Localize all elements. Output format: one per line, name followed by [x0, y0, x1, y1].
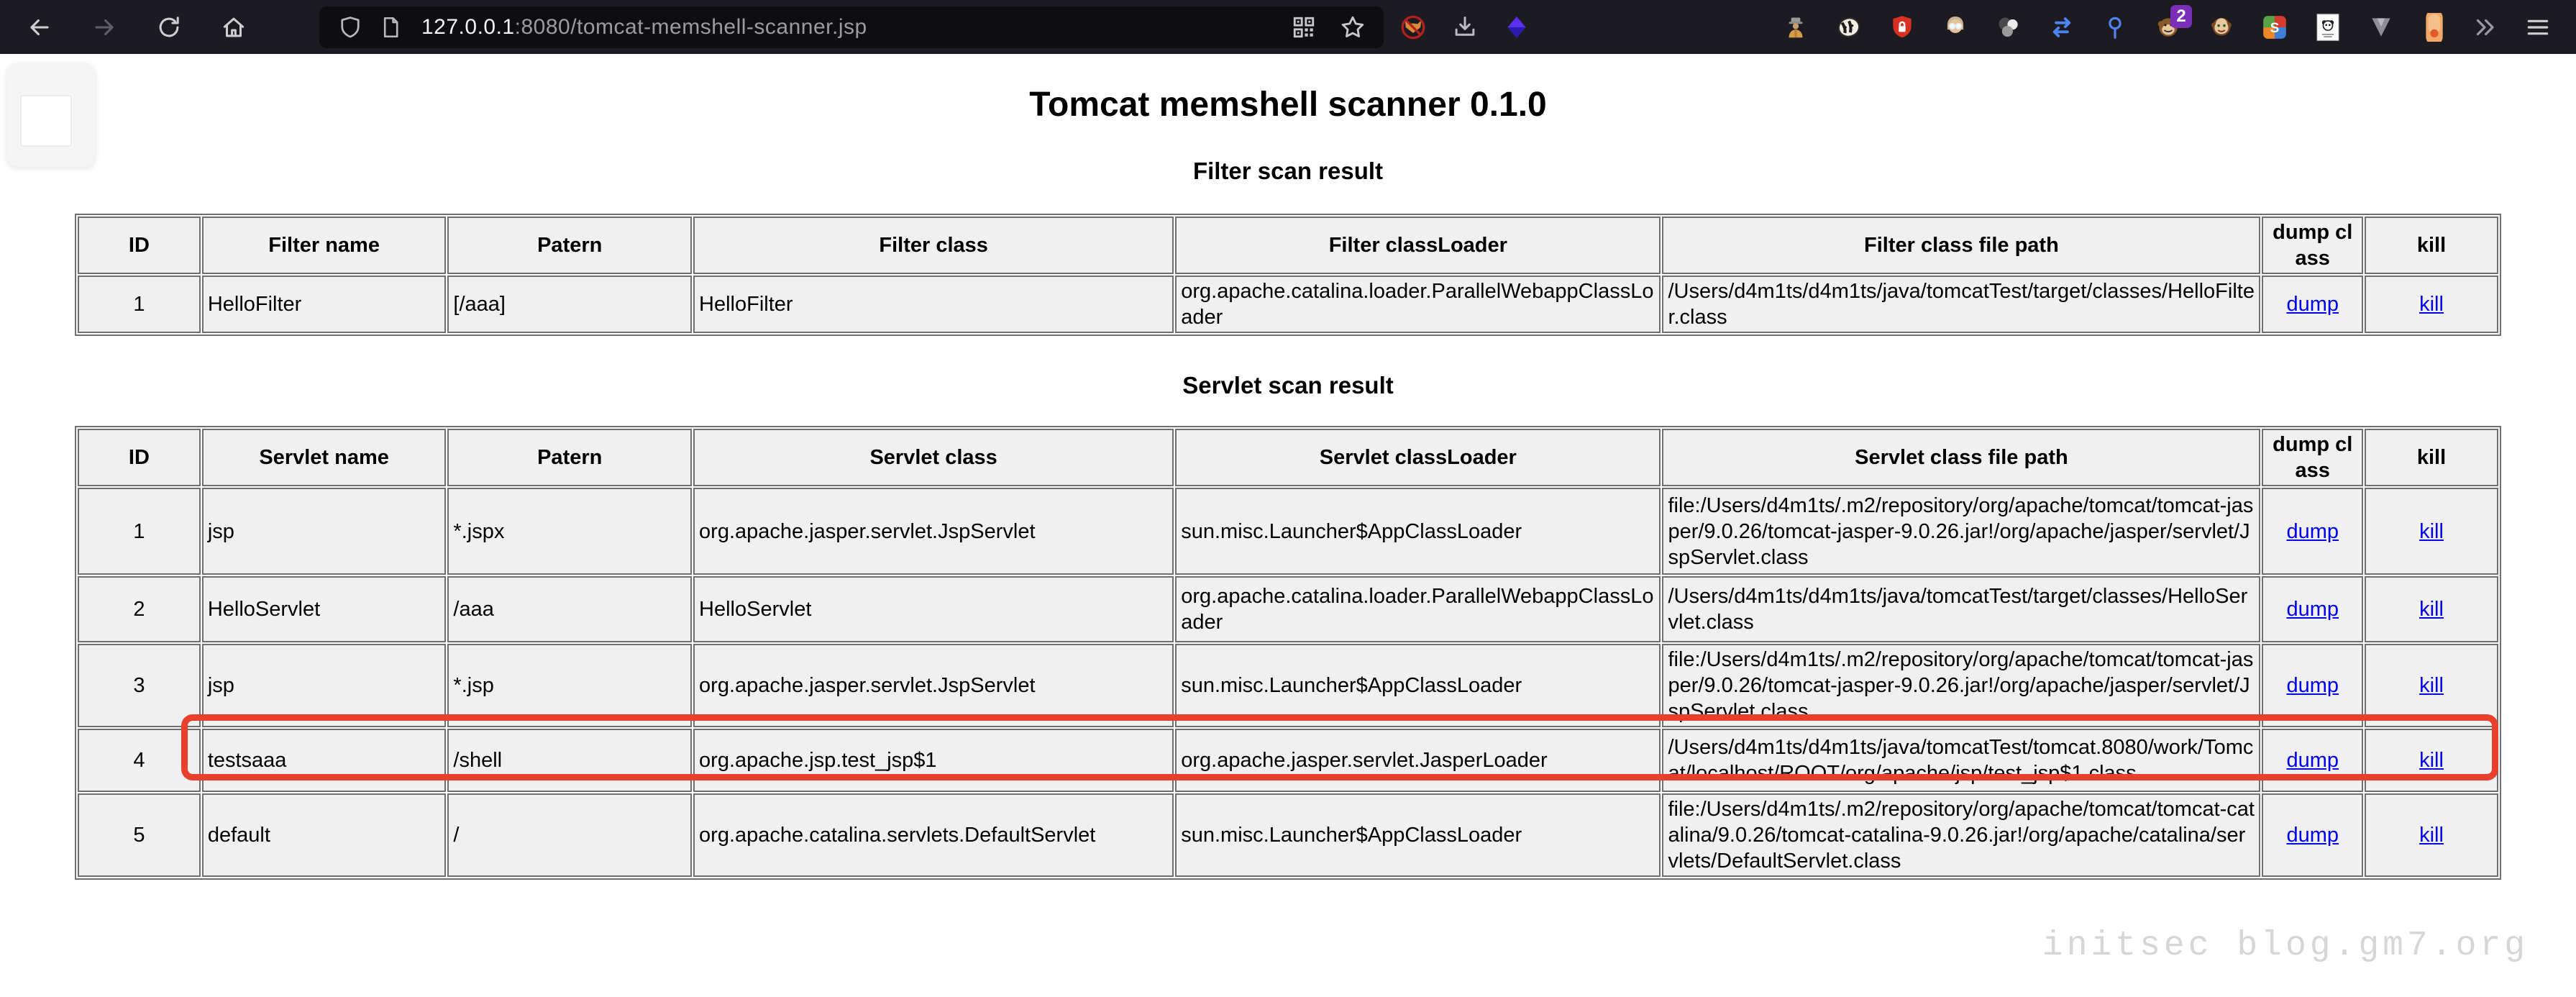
cell-id: 3: [78, 644, 201, 727]
forward-icon[interactable]: [91, 14, 118, 41]
cell-servlet-class: HelloServlet: [693, 576, 1174, 642]
table-row: [78, 793, 2498, 877]
cell-patern: [/aaa]: [447, 276, 692, 333]
monkey-badge-icon[interactable]: [2155, 6, 2186, 41]
servlet-section-heading: Servlet scan result: [1182, 372, 1394, 399]
cell-servlet-name: jsp: [202, 644, 447, 727]
col-header-servlet-class-file-path: Servlet class file path: [1662, 429, 2260, 486]
filter-scan-table: [75, 214, 2501, 336]
url-text[interactable]: [421, 15, 867, 40]
cell-id: 1: [78, 276, 201, 333]
floating-widget-swatch: [20, 95, 72, 147]
cell-filter-name: HelloFilter: [202, 276, 447, 333]
cell-servlet-classloader: sun.misc.Launcher$AppClassLoader: [1175, 488, 1661, 575]
download-icon[interactable]: [1451, 14, 1479, 41]
table-header-row: [78, 217, 2498, 274]
detective-icon[interactable]: [1782, 14, 1809, 41]
sync-arrows-icon[interactable]: [2048, 14, 2075, 41]
cell-servlet-name: testsaaa: [202, 729, 447, 792]
spheres-icon[interactable]: [1995, 14, 2022, 41]
col-header-servlet-class: Servlet class: [693, 429, 1174, 486]
col-header-servlet-name: Servlet name: [202, 429, 447, 486]
col-header-dump-class: dump class: [2262, 217, 2363, 274]
col-header-patern: Patern: [447, 217, 692, 274]
cell-patern: /aaa: [447, 576, 692, 642]
col-header-kill: kill: [2365, 429, 2498, 486]
cell-servlet-class-file-path: file:/Users/d4m1ts/.m2/repository/org/apache/tomcat/tomcat-jasper/9.0.26/tomcat-jasper-9.0.26.jar!/org/apache/jasper/servlet/JspServlet.class: [1662, 488, 2260, 575]
home-icon[interactable]: [220, 14, 247, 41]
cell-patern: /shell: [447, 729, 692, 792]
dump-link[interactable]: dump: [2286, 519, 2339, 543]
col-header-id: ID: [78, 429, 201, 486]
cell-servlet-classloader: sun.misc.Launcher$AppClassLoader: [1175, 644, 1661, 727]
cell-id: 4: [78, 729, 201, 792]
col-header-servlet-classloader: Servlet classLoader: [1175, 429, 1661, 486]
dump-link[interactable]: dump: [2286, 598, 2339, 621]
kill-link[interactable]: kill: [2419, 293, 2444, 316]
reload-icon[interactable]: [155, 14, 183, 41]
col-header-filter-name: Filter name: [202, 217, 447, 274]
cell-servlet-classloader: org.apache.jasper.servlet.JasperLoader: [1175, 729, 1661, 792]
page-icon[interactable]: [377, 14, 404, 41]
diamond-icon[interactable]: [1503, 14, 1530, 41]
shield-icon[interactable]: [337, 14, 364, 41]
cell-id: 5: [78, 793, 201, 877]
bookmark-star-icon[interactable]: [1339, 14, 1366, 41]
table-row: [78, 276, 2498, 333]
filter-section-heading: Filter scan result: [1192, 158, 1384, 184]
cell-servlet-classloader: org.apache.catalina.loader.ParallelWebappClassLoader: [1175, 576, 1661, 642]
urlbar-adjacent-icons: [1399, 14, 1530, 41]
table-row: [78, 644, 2498, 727]
badger-icon[interactable]: [1835, 14, 1863, 41]
back-icon[interactable]: [26, 14, 53, 41]
fox-blocked-icon[interactable]: [1399, 14, 1427, 41]
cell-servlet-class-file-path: /Users/d4m1ts/d4m1ts/java/tomcatTest/tomcat.8080/work/Tomcat/localhost/ROOT/org/apache/jsp/test_jsp$1.class: [1662, 729, 2260, 792]
cell-id: 1: [78, 488, 201, 575]
kill-link[interactable]: kill: [2419, 519, 2444, 543]
extension-icons: [1782, 6, 2448, 41]
cell-servlet-name: HelloServlet: [202, 576, 447, 642]
svg-text:S: S: [2270, 20, 2280, 36]
cell-filter-classloader: org.apache.catalina.loader.ParallelWebappClassLoader: [1175, 276, 1661, 333]
table-row: [78, 488, 2498, 575]
cell-patern: /: [447, 793, 692, 877]
v-letter-icon[interactable]: [2367, 14, 2395, 41]
page-title: Tomcat memshell scanner 0.1.0: [1029, 86, 1547, 124]
col-header-filter-class-file-path: Filter class file path: [1662, 217, 2260, 274]
orange-blob-icon[interactable]: [2421, 14, 2448, 41]
cell-servlet-class-file-path: file:/Users/d4m1ts/.m2/repository/org/apache/tomcat/tomcat-jasper/9.0.26/tomcat-jasper-9.0.26.jar!/org/apache/jasper/servlet/JspServlet.class: [1662, 644, 2260, 727]
col-header-dump-class: dump class: [2262, 429, 2363, 486]
page-content: [0, 54, 2576, 997]
dump-link[interactable]: dump: [2286, 293, 2339, 316]
cell-servlet-class: org.apache.catalina.servlets.DefaultServlet: [693, 793, 1174, 877]
panda-card-icon[interactable]: [2314, 14, 2342, 41]
s-square-icon[interactable]: [2261, 14, 2288, 41]
pin-icon[interactable]: [2101, 14, 2129, 41]
cell-patern: *.jsp: [447, 644, 692, 727]
qr-code-icon[interactable]: [1290, 14, 1317, 41]
menu-icon[interactable]: [2524, 14, 2552, 41]
cell-servlet-name: default: [202, 793, 447, 877]
cell-servlet-classloader: sun.misc.Launcher$AppClassLoader: [1175, 793, 1661, 877]
person-glasses-icon[interactable]: [1942, 14, 1969, 41]
cell-servlet-name: jsp: [202, 488, 447, 575]
cell-servlet-class: org.apache.jasper.servlet.JspServlet: [693, 644, 1174, 727]
cell-servlet-class-file-path: /Users/d4m1ts/d4m1ts/java/tomcatTest/target/classes/HelloServlet.class: [1662, 576, 2260, 642]
url-domain: 127.0.0.1: [421, 14, 515, 39]
kill-link[interactable]: kill: [2419, 674, 2444, 697]
toolbar-end-group: [2471, 14, 2552, 41]
nav-button-group: [0, 14, 247, 41]
servlet-scan-table: [75, 426, 2501, 880]
cell-servlet-class: org.apache.jsp.test_jsp$1: [693, 729, 1174, 792]
dump-link[interactable]: dump: [2286, 749, 2339, 772]
col-header-id: ID: [78, 217, 201, 274]
table-header-row: [78, 429, 2498, 486]
url-path: :8080/tomcat-memshell-scanner.jsp: [514, 14, 867, 39]
kill-link[interactable]: kill: [2419, 598, 2444, 621]
browser-toolbar: [0, 0, 2576, 54]
dump-link[interactable]: dump: [2286, 824, 2339, 847]
col-header-filter-class: Filter class: [693, 217, 1174, 274]
col-header-kill: kill: [2365, 217, 2498, 274]
url-bar[interactable]: [319, 6, 1384, 48]
extension-badge: 2: [2170, 5, 2192, 28]
cell-servlet-class: org.apache.jasper.servlet.JspServlet: [693, 488, 1174, 575]
cell-filter-class-file-path: /Users/d4m1ts/d4m1ts/java/tomcatTest/target/classes/HelloFilter.class: [1662, 276, 2260, 333]
cell-patern: *.jspx: [447, 488, 692, 575]
table-row-highlighted: [78, 729, 2498, 792]
table-row: [78, 576, 2498, 642]
cell-servlet-class-file-path: file:/Users/d4m1ts/.m2/repository/org/apache/tomcat/tomcat-catalina/9.0.26/tomcat-catalina-9.0.26.jar!/org/apache/catalina/servlets/DefaultServlet.class: [1662, 793, 2260, 877]
monkey-icon[interactable]: [2208, 14, 2235, 41]
overflow-chevrons-icon[interactable]: [2471, 14, 2498, 41]
watermark: initsec blog.gm7.org: [2042, 927, 2529, 965]
kill-link[interactable]: kill: [2419, 749, 2444, 772]
floating-widget[interactable]: [7, 63, 95, 167]
dump-link[interactable]: dump: [2286, 674, 2339, 697]
kill-link[interactable]: kill: [2419, 824, 2444, 847]
col-header-patern: Patern: [447, 429, 692, 486]
cell-id: 2: [78, 576, 201, 642]
cell-filter-class: HelloFilter: [693, 276, 1174, 333]
red-shield-lock-icon[interactable]: [1888, 14, 1916, 41]
col-header-filter-classloader: Filter classLoader: [1175, 217, 1661, 274]
